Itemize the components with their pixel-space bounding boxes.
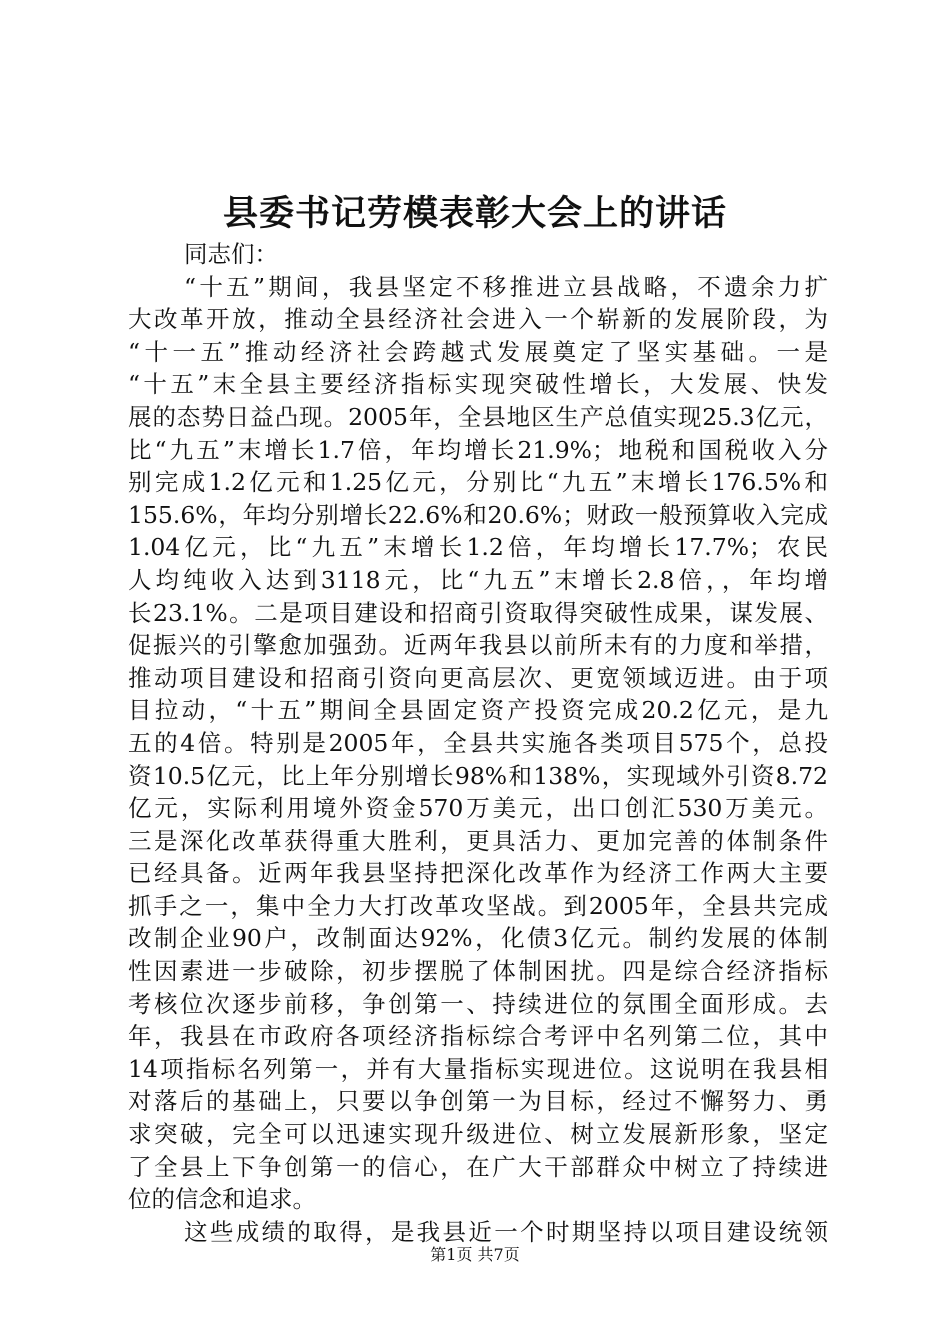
- page-footer: 第1页 共7页: [430, 1245, 520, 1264]
- text-line: 14项指标名列第一，并有大量指标实现进位。这说明在我县相: [128, 1054, 828, 1083]
- text-line: 求突破，完全可以迅速实现升级进位、树立发展新形象，坚定: [128, 1120, 828, 1149]
- text-line: 位的信念和追求。: [128, 1185, 316, 1214]
- text-line: “十一五”推动经济社会跨越式发展奠定了坚实基础。一是: [128, 337, 828, 366]
- text-line: 促振兴的引擎愈加强劲。近两年我县以前所未有的力度和举措，: [128, 631, 828, 660]
- text-line: 155.6%，年均分别增长22.6%和20.6%；财政一般预算收入完成: [128, 500, 828, 529]
- text-line: 长23.1%。二是项目建设和招商引资取得突破性成果，谋发展、: [128, 598, 828, 627]
- text-line: 比“九五”末增长1.7倍，年均增长21.9%；地税和国税收入分: [128, 435, 828, 464]
- text-line: 这些成绩的取得，是我县近一个时期坚持以项目建设统领: [184, 1217, 828, 1246]
- text-line: 大改革开放，推动全县经济社会进入一个崭新的发展阶段，为: [128, 305, 828, 334]
- text-line: 资10.5亿元，比上年分别增长98%和138%，实现域外引资8.72: [128, 761, 828, 790]
- text-line: 目拉动，“十五”期间全县固定资产投资完成20.2亿元，是九: [128, 696, 828, 725]
- text-line: 改制企业90户，改制面达92%，化债3亿元。制约发展的体制: [128, 924, 828, 953]
- text-line: 五的4倍。特别是2005年，全县共实施各类项目575个，总投: [128, 728, 828, 757]
- text-line: 已经具备。近两年我县坚持把深化改革作为经济工作两大主要: [128, 859, 828, 888]
- text-line: 别完成1.2亿元和1.25亿元，分别比“九五”末增长176.5%和: [128, 468, 828, 497]
- text-line: 考核位次逐步前移，争创第一、持续进位的氛围全面形成。去: [128, 989, 828, 1018]
- text-line: 抓手之一，集中全力大打改革攻坚战。到2005年，全县共完成: [128, 891, 828, 920]
- text-line: 1.04亿元，比“九五”末增长1.2倍，年均增长17.7%；农民: [128, 533, 828, 562]
- text-line: 年，我县在市政府各项经济指标综合考评中名列第二位，其中: [128, 1022, 828, 1051]
- page-title: 县委书记劳模表彰大会上的讲话: [222, 193, 727, 234]
- text-line: 推动项目建设和招商引资向更高层次、更宽领域迈进。由于项: [128, 663, 828, 692]
- text-line: 同志们：: [184, 240, 278, 268]
- text-line: 亿元，实际利用境外资金570万美元，出口创汇530万美元。: [128, 794, 828, 823]
- text-line: 了全县上下争创第一的信心，在广大干部群众中树立了持续进: [128, 1152, 828, 1181]
- text-line: 三是深化改革获得重大胜利，更具活力、更加完善的体制条件: [128, 826, 828, 855]
- text-line: 人均纯收入达到3118元，比“九五”末增长2.8倍，，年均增: [128, 565, 828, 594]
- text-line: 性因素进一步破除，初步摆脱了体制困扰。四是综合经济指标: [128, 957, 828, 986]
- text-line: 展的态势日益凸现。2005年，全县地区生产总值实现25.3亿元，: [128, 402, 828, 431]
- text-line: “十五”末全县主要经济指标实现突破性增长，大发展、快发: [128, 370, 828, 399]
- text-line: “十五”期间，我县坚定不移推进立县战略，不遗余力扩: [184, 272, 828, 301]
- body-text: [128, 238, 828, 1248]
- text-line: 对落后的基础上，只要以争创第一为目标，经过不懈努力、勇: [128, 1087, 828, 1116]
